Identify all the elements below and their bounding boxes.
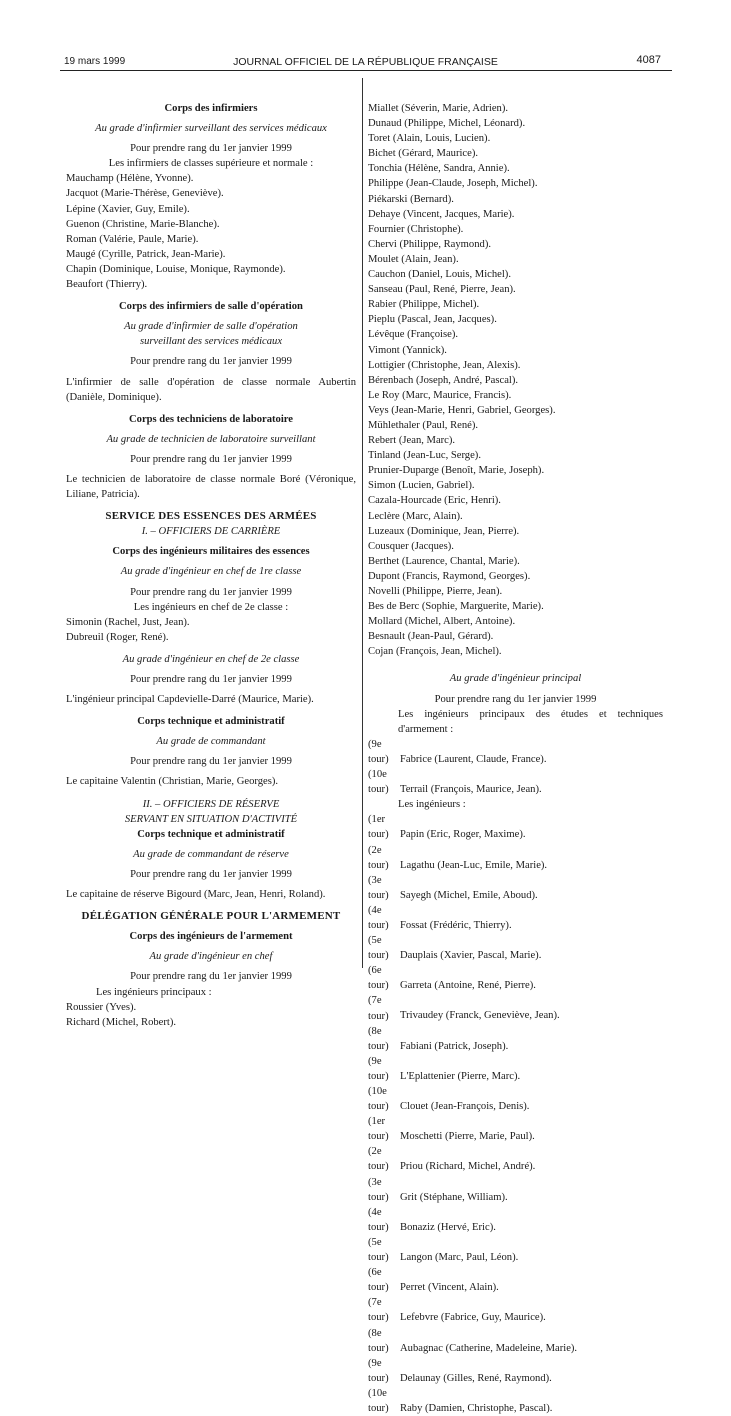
person-name: Sayegh (Michel, Emile, Aboud). bbox=[400, 889, 538, 901]
person-name: Raby (Damien, Christophe, Pascal). bbox=[400, 1402, 553, 1414]
list-item: Bes de Berc (Sophie, Marguerite, Marie). bbox=[368, 601, 544, 613]
list-item bbox=[368, 1295, 663, 1325]
list-item bbox=[368, 1326, 663, 1356]
list-item: Richard (Michel, Robert). bbox=[66, 1016, 177, 1028]
header-page-number: 4087 bbox=[636, 54, 661, 66]
list-item: Cojan (François, Jean, Michel). bbox=[368, 646, 502, 658]
list-item: Rebert (Jean, Marc). bbox=[368, 435, 456, 447]
list-item bbox=[368, 767, 663, 797]
person-name: Bonaziz (Hervé, Eric). bbox=[400, 1221, 496, 1233]
list-item: Miallet (Séverin, Marie, Adrien). bbox=[368, 103, 509, 114]
person-name: Langon (Marc, Paul, Léon). bbox=[400, 1252, 519, 1264]
list-item: Pieplu (Pascal, Jean, Jacques). bbox=[368, 314, 497, 326]
list-item: Lottigier (Christophe, Jean, Alexis). bbox=[368, 359, 521, 371]
name-list bbox=[66, 171, 356, 292]
list-item: Mollard (Michel, Albert, Antoine). bbox=[368, 616, 516, 628]
list-item: Besnault (Jean-Paul, Gérard). bbox=[368, 631, 494, 643]
person-name: Grit (Stéphane, William). bbox=[400, 1191, 508, 1203]
tour-list bbox=[368, 737, 663, 797]
person-name: Fabiani (Patrick, Joseph). bbox=[400, 1040, 509, 1052]
name-list bbox=[66, 615, 356, 645]
appointment-text: L'ingénieur principal Capdevielle-Darré (Maurice, Marie). bbox=[66, 694, 314, 706]
list-item: Beaufort (Thierry). bbox=[66, 279, 148, 291]
list-intro: Les ingénieurs : bbox=[398, 799, 466, 811]
person-name: Fabrice (Laurent, Claude, France). bbox=[400, 753, 547, 765]
rank-date: Pour prendre rang du 1er janvier 1999 bbox=[130, 756, 292, 768]
department-heading: SERVICE DES ESSENCES DES ARMÉES bbox=[105, 510, 317, 523]
department-heading: DÉLÉGATION GÉNÉRALE POUR L'ARMEMENT bbox=[81, 910, 341, 923]
tour-label: (2e tour) bbox=[368, 1146, 389, 1173]
list-item: Sanseau (Paul, René, Pierre, Jean). bbox=[368, 284, 516, 296]
list-item bbox=[368, 1356, 663, 1386]
list-item: Simonin (Rachel, Just, Jean). bbox=[66, 616, 190, 628]
tour-label: (9e tour) bbox=[368, 738, 389, 765]
tour-label: (8e tour) bbox=[368, 1327, 389, 1354]
subsection-heading: II. – OFFICIERS DE RÉSERVE bbox=[142, 798, 280, 810]
tour-label: (10e tour) bbox=[368, 1086, 389, 1113]
list-item: Rabier (Philippe, Michel). bbox=[368, 299, 480, 311]
grade-heading: Au grade de commandant bbox=[156, 736, 266, 748]
list-item bbox=[368, 1386, 663, 1416]
list-item bbox=[368, 1024, 663, 1054]
tour-label: (9e tour) bbox=[368, 1055, 389, 1082]
rank-date: Pour prendre rang du 1er janvier 1999 bbox=[130, 356, 292, 368]
list-item: Guenon (Christine, Marie-Blanche). bbox=[66, 218, 220, 230]
list-intro: Les ingénieurs en chef de 2e classe : bbox=[133, 601, 289, 613]
list-item: Prunier-Duparge (Benoît, Marie, Joseph). bbox=[368, 465, 545, 477]
tour-label: (3e tour) bbox=[368, 874, 389, 901]
list-intro: Les ingénieurs principaux des études et techniques d'armement : bbox=[398, 708, 663, 735]
person-name: Trivaudey (Franck, Geneviève, Jean). bbox=[400, 1010, 560, 1022]
list-item bbox=[368, 873, 663, 903]
list-item: Roussier (Yves). bbox=[66, 1001, 137, 1013]
tour-label: (6e tour) bbox=[368, 965, 389, 992]
person-name: Priou (Richard, Michel, André). bbox=[400, 1161, 536, 1173]
tour-label: (6e tour) bbox=[368, 1267, 389, 1294]
tour-label: (7e tour) bbox=[368, 1297, 389, 1324]
section-heading: Corps des infirmiers bbox=[164, 103, 258, 114]
tour-label: (10e tour) bbox=[368, 1387, 389, 1414]
list-item: Luzeaux (Dominique, Jean, Pierre). bbox=[368, 525, 520, 537]
grade-heading: Au grade d'ingénieur en chef de 1re classe bbox=[120, 566, 302, 578]
right-column bbox=[368, 101, 663, 1416]
list-item: Fournier (Christophe). bbox=[368, 223, 464, 235]
list-item: Dubreuil (Roger, René). bbox=[66, 631, 169, 643]
list-item: Piékarski (Bernard). bbox=[368, 193, 454, 205]
list-item: Cousquer (Jacques). bbox=[368, 540, 454, 552]
tour-label: (7e tour) bbox=[368, 995, 389, 1022]
list-item: Maugé (Cyrille, Patrick, Jean-Marie). bbox=[66, 248, 226, 260]
list-item: Roman (Valérie, Paule, Marie). bbox=[66, 233, 199, 245]
list-item: Dupont (Francis, Raymond, Georges). bbox=[368, 570, 531, 582]
page-header bbox=[0, 52, 731, 72]
person-name: Moschetti (Pierre, Marie, Paul). bbox=[400, 1131, 535, 1143]
list-item bbox=[368, 843, 663, 873]
list-item bbox=[368, 737, 663, 767]
list-item: Berthet (Laurence, Chantal, Marie). bbox=[368, 555, 520, 567]
person-name: Perret (Vincent, Alain). bbox=[400, 1282, 499, 1294]
rank-date: Pour prendre rang du 1er janvier 1999 bbox=[130, 143, 292, 155]
list-item bbox=[368, 993, 663, 1023]
header-rule bbox=[60, 70, 672, 71]
person-name: Clouet (Jean-François, Denis). bbox=[400, 1101, 530, 1113]
tour-list bbox=[368, 812, 663, 1416]
list-item: Cauchon (Daniel, Louis, Michel). bbox=[368, 269, 511, 281]
list-intro: Les infirmiers de classes supérieure et normale : bbox=[108, 158, 314, 170]
tour-label: (9e tour) bbox=[368, 1357, 389, 1384]
rank-date: Pour prendre rang du 1er janvier 1999 bbox=[130, 674, 292, 685]
list-item: Mauchamp (Hélène, Yvonne). bbox=[66, 173, 194, 185]
person-name: Dauplais (Xavier, Pascal, Marie). bbox=[400, 950, 542, 962]
tour-label: (1er tour) bbox=[368, 1116, 389, 1143]
section-heading: Corps technique et administratif bbox=[137, 716, 285, 728]
list-item bbox=[368, 1054, 663, 1084]
list-item: Tonchia (Hélène, Sandra, Annie). bbox=[368, 163, 510, 175]
list-item: Vimont (Yannick). bbox=[368, 344, 447, 356]
name-list bbox=[66, 1000, 356, 1030]
list-item bbox=[368, 1235, 663, 1265]
list-item: Le Roy (Marc, Maurice, Francis). bbox=[368, 389, 512, 401]
grade-heading: Au grade de commandant de réserve bbox=[133, 848, 289, 860]
list-item: Dunaud (Philippe, Michel, Léonard). bbox=[368, 118, 526, 130]
tour-label: (10e tour) bbox=[368, 769, 389, 796]
appointment-text: Le technicien de laboratoire de classe normale Boré (Véronique, Liliane, Patricia). bbox=[66, 473, 356, 501]
list-item bbox=[368, 1144, 663, 1174]
list-item bbox=[368, 1205, 663, 1235]
list-item: Leclère (Marc, Alain). bbox=[368, 510, 463, 522]
tour-label: (4e tour) bbox=[368, 904, 389, 931]
list-item: Chervi (Philippe, Raymond). bbox=[368, 238, 491, 250]
appointment-text: L'infirmier de salle d'opération de classe normale Aubertin (Danièle, Dominique). bbox=[66, 376, 356, 403]
person-name: Papin (Eric, Roger, Maxime). bbox=[400, 829, 526, 841]
header-date: 19 mars 1999 bbox=[64, 56, 126, 67]
list-item: Novelli (Philippe, Pierre, Jean). bbox=[368, 586, 503, 597]
rank-date: Pour prendre rang du 1er janvier 1999 bbox=[130, 453, 292, 465]
grade-heading: Au grade d'ingénieur principal bbox=[449, 673, 582, 685]
list-item: Lépine (Xavier, Guy, Emile). bbox=[66, 203, 190, 215]
grade-heading: Au grade d'ingénieur en chef bbox=[149, 951, 273, 963]
list-item: Simon (Lucien, Gabriel). bbox=[368, 480, 475, 492]
header-journal-title: JOURNAL OFFICIEL DE LA RÉPUBLIQUE FRANÇAISE bbox=[233, 56, 498, 68]
list-item: Dehaye (Vincent, Jacques, Marie). bbox=[368, 208, 515, 220]
list-item: Bérenbach (Joseph, André, Pascal). bbox=[368, 374, 519, 386]
list-intro: Les ingénieurs principaux : bbox=[96, 986, 212, 998]
list-item bbox=[368, 1114, 663, 1144]
name-list bbox=[368, 101, 663, 659]
appointment-text: Le capitaine de réserve Bigourd (Marc, Jean, Henri, Roland). bbox=[66, 889, 326, 901]
tour-label: (1er tour) bbox=[368, 814, 389, 841]
person-name: Fossat (Frédéric, Thierry). bbox=[400, 919, 512, 931]
person-name: Terrail (François, Maurice, Jean). bbox=[400, 784, 542, 796]
list-item: Mühlethaler (Paul, René). bbox=[368, 419, 479, 431]
person-name: Lefebvre (Fabrice, Guy, Maurice). bbox=[400, 1312, 546, 1324]
subsection-heading: SERVANT EN SITUATION D'ACTIVITÉ bbox=[124, 813, 298, 825]
list-item bbox=[368, 963, 663, 993]
list-item bbox=[368, 1265, 663, 1295]
person-name: Garreta (Antoine, René, Pierre). bbox=[400, 980, 536, 992]
section-heading: Corps des techniciens de laboratoire bbox=[129, 413, 293, 425]
rank-date: Pour prendre rang du 1er janvier 1999 bbox=[130, 586, 292, 598]
section-heading: Corps des ingénieurs de l'armement bbox=[129, 931, 293, 943]
list-item: Cazala-Hourcade (Eric, Henri). bbox=[368, 495, 501, 507]
left-column bbox=[66, 101, 356, 1030]
list-item bbox=[368, 1084, 663, 1114]
tour-label: (3e tour) bbox=[368, 1176, 389, 1203]
list-item bbox=[368, 812, 663, 842]
list-item bbox=[368, 933, 663, 963]
person-name: Delaunay (Gilles, René, Raymond). bbox=[400, 1372, 552, 1384]
tour-label: (5e tour) bbox=[368, 1236, 389, 1264]
rank-date: Pour prendre rang du 1er janvier 1999 bbox=[130, 868, 292, 880]
list-item: Bichet (Gérard, Maurice). bbox=[368, 148, 479, 160]
tour-label: (5e tour) bbox=[368, 935, 389, 962]
list-item: Jacquot (Marie-Thérèse, Geneviève). bbox=[66, 188, 224, 200]
grade-heading: Au grade d'infirmier de salle d'opération bbox=[124, 321, 298, 333]
rank-date: Pour prendre rang du 1er janvier 1999 bbox=[434, 693, 597, 705]
person-name: L'Eplattenier (Pierre, Marc). bbox=[400, 1070, 521, 1082]
person-name: Aubagnac (Catherine, Madeleine, Marie). bbox=[400, 1342, 578, 1354]
tour-label: (8e tour) bbox=[368, 1025, 389, 1052]
subsection-heading: I. – OFFICIERS DE CARRIÈRE bbox=[141, 526, 281, 538]
grade-heading: Au grade de technicien de laboratoire surveillant bbox=[106, 433, 316, 445]
list-item: Lévêque (Françoise). bbox=[368, 329, 459, 341]
list-item: Tinland (Jean-Luc, Serge). bbox=[368, 450, 481, 462]
list-item: Moulet (Alain, Jean). bbox=[368, 253, 459, 265]
section-heading: Corps technique et administratif bbox=[137, 828, 285, 840]
grade-heading: Au grade d'infirmier surveillant des services médicaux bbox=[95, 123, 327, 135]
list-item bbox=[368, 1175, 663, 1205]
tour-label: (2e tour) bbox=[368, 844, 389, 871]
rank-date: Pour prendre rang du 1er janvier 1999 bbox=[130, 971, 292, 983]
list-item bbox=[368, 903, 663, 933]
list-item: Veys (Jean-Marie, Henri, Gabriel, Georges). bbox=[368, 404, 556, 416]
appointment-text: Le capitaine Valentin (Christian, Marie, Georges). bbox=[66, 776, 279, 788]
tour-label: (4e tour) bbox=[368, 1206, 389, 1233]
list-item: Chapin (Dominique, Louise, Monique, Raymonde). bbox=[66, 263, 286, 275]
grade-heading: surveillant des services médicaux bbox=[139, 336, 283, 348]
section-heading: Corps des ingénieurs militaires des essences bbox=[112, 546, 310, 558]
list-item: Philippe (Jean-Claude, Joseph, Michel). bbox=[368, 178, 538, 190]
section-heading: Corps des infirmiers de salle d'opération bbox=[119, 301, 303, 313]
column-divider bbox=[362, 78, 363, 968]
grade-heading: Au grade d'ingénieur en chef de 2e classe bbox=[122, 653, 300, 665]
list-item: Toret (Alain, Louis, Lucien). bbox=[368, 133, 491, 145]
person-name: Lagathu (Jean-Luc, Emile, Marie). bbox=[400, 859, 548, 871]
